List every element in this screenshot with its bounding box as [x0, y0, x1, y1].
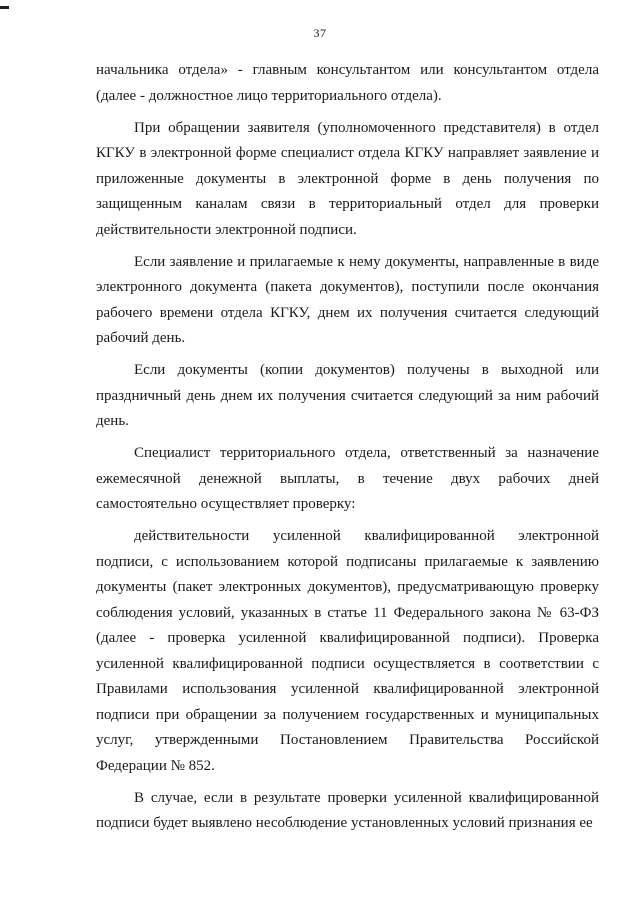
page-number: 37	[313, 26, 327, 40]
paragraph-5: Специалист территориального отдела, ответственный за назначение ежемесячной денежной выплаты, в течение двух рабочих дней самостоятельно осуществляет проверку:	[96, 445, 599, 512]
paragraph-1: начальника отдела» - главным консультантом или консультантом отдела (далее - должностное лицо территориального отдела).	[96, 62, 599, 104]
body-text	[96, 58, 599, 837]
paragraph-6: действительности усиленной квалифицированной электронной подписи, с использованием которой подписаны прилагаемые к заявлению документы (пакет электронных документов), предусматривающую проверку соблюдения условий, указанных в статье 11 Федерального закона № 63-ФЗ (далее - проверка усиленной квалифицированной подписи). Проверка усиленной квалифицированной подписи осуществляется в соответствии с Правилами использования усиленной квалифицированной электронной подписи при обращении за получением государственных и муниципальных услуг, утвержденными Постановлением Правительства Российской Федерации № 852.	[96, 528, 599, 774]
paragraph-3: Если заявление и прилагаемые к нему документы, направленные в виде электронного документа (пакета документов), поступили после окончания рабочего времени отдела КГКУ, днем их получения считается следующий рабочий день.	[96, 253, 599, 346]
paragraph-2: При обращении заявителя (уполномоченного представителя) в отдел КГКУ в электронной форме специалист отдела КГКУ направляет заявление и приложенные документы в электронной форме в день получения по защищенным каналам связи в территориальный отдел для проверки действительности электронной подписи.	[96, 119, 599, 238]
paragraph-7: В случае, если в результате проверки усиленной квалифицированной подписи будет выявлено несоблюдение установленных условий признания ее	[96, 789, 599, 831]
paragraph-4: Если документы (копии документов) получены в выходной или праздничный день днем их получения считается следующий за ним рабочий день.	[96, 362, 599, 429]
scan-edge-mark	[0, 6, 9, 9]
